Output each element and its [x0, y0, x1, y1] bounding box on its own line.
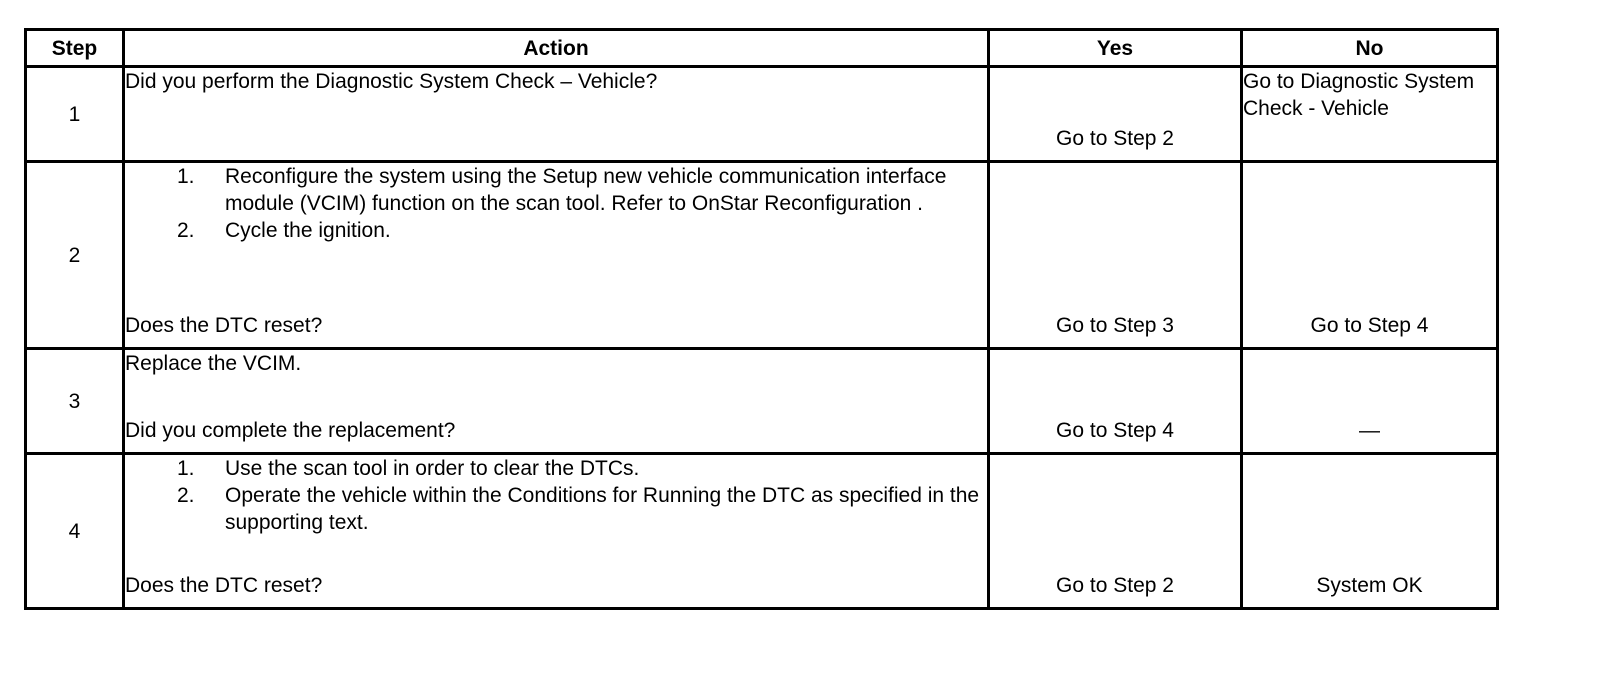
- no-cell: [1242, 454, 1498, 609]
- header-action: Action: [124, 30, 989, 67]
- action-text: Did you perform the Diagnostic System Check – Vehicle?: [125, 70, 658, 93]
- step-number: 1: [26, 67, 124, 162]
- table-row: [26, 162, 1498, 349]
- substep-list: [125, 163, 987, 244]
- action-cell: [124, 349, 989, 454]
- substep-text: Use the scan tool in order to clear the DTCs.: [225, 457, 640, 480]
- substep-item: [125, 163, 987, 217]
- yes-result: Go to Step 4: [1056, 419, 1174, 442]
- substep-list: [125, 455, 987, 536]
- table-row: [26, 454, 1498, 609]
- step-number: 2: [26, 162, 124, 349]
- yes-cell: [989, 454, 1242, 609]
- substep-item: [125, 482, 987, 536]
- header-yes: Yes: [989, 30, 1242, 67]
- no-cell: [1242, 349, 1498, 454]
- table-row: [26, 349, 1498, 454]
- action-cell: [124, 162, 989, 349]
- substep-item: [125, 217, 987, 244]
- substep-number: 1.: [177, 457, 195, 480]
- substep-item: [125, 455, 987, 482]
- no-result: System OK: [1316, 574, 1423, 597]
- no-cell: [1242, 67, 1498, 162]
- no-result: Go to Diagnostic System Check - Vehicle: [1243, 70, 1475, 120]
- step-number: 3: [26, 349, 124, 454]
- diagnostic-table: [24, 28, 1499, 610]
- substep-number: 2.: [177, 484, 195, 507]
- no-result: —: [1359, 419, 1380, 442]
- substep-text: Operate the vehicle within the Conditions for Running the DTC as specified in the supporting text.: [225, 484, 980, 534]
- yes-cell: [989, 162, 1242, 349]
- step-number: 4: [26, 454, 124, 609]
- action-cell: [124, 454, 989, 609]
- substep-number: 2.: [177, 219, 195, 242]
- yes-cell: [989, 67, 1242, 162]
- yes-result: Go to Step 2: [1056, 127, 1174, 150]
- substep-text: Cycle the ignition.: [225, 219, 391, 242]
- action-text: Replace the VCIM.: [125, 352, 302, 375]
- action-question: Does the DTC reset?: [125, 574, 323, 597]
- substep-text: Reconfigure the system using the Setup new vehicle communication interface module (VCIM) function on the scan tool. Refer to OnStar Reconfiguration .: [225, 165, 947, 215]
- no-cell: [1242, 162, 1498, 349]
- yes-cell: [989, 349, 1242, 454]
- action-cell: [124, 67, 989, 162]
- action-question: Did you complete the replacement?: [125, 419, 456, 442]
- no-result: Go to Step 4: [1310, 314, 1429, 337]
- table-row: [26, 67, 1498, 162]
- action-question: Does the DTC reset?: [125, 314, 323, 337]
- substep-number: 1.: [177, 165, 195, 188]
- header-step: Step: [26, 30, 124, 67]
- header-row: [26, 30, 1498, 67]
- yes-result: Go to Step 3: [1056, 314, 1174, 337]
- header-no: No: [1242, 30, 1498, 67]
- yes-result: Go to Step 2: [1056, 574, 1174, 597]
